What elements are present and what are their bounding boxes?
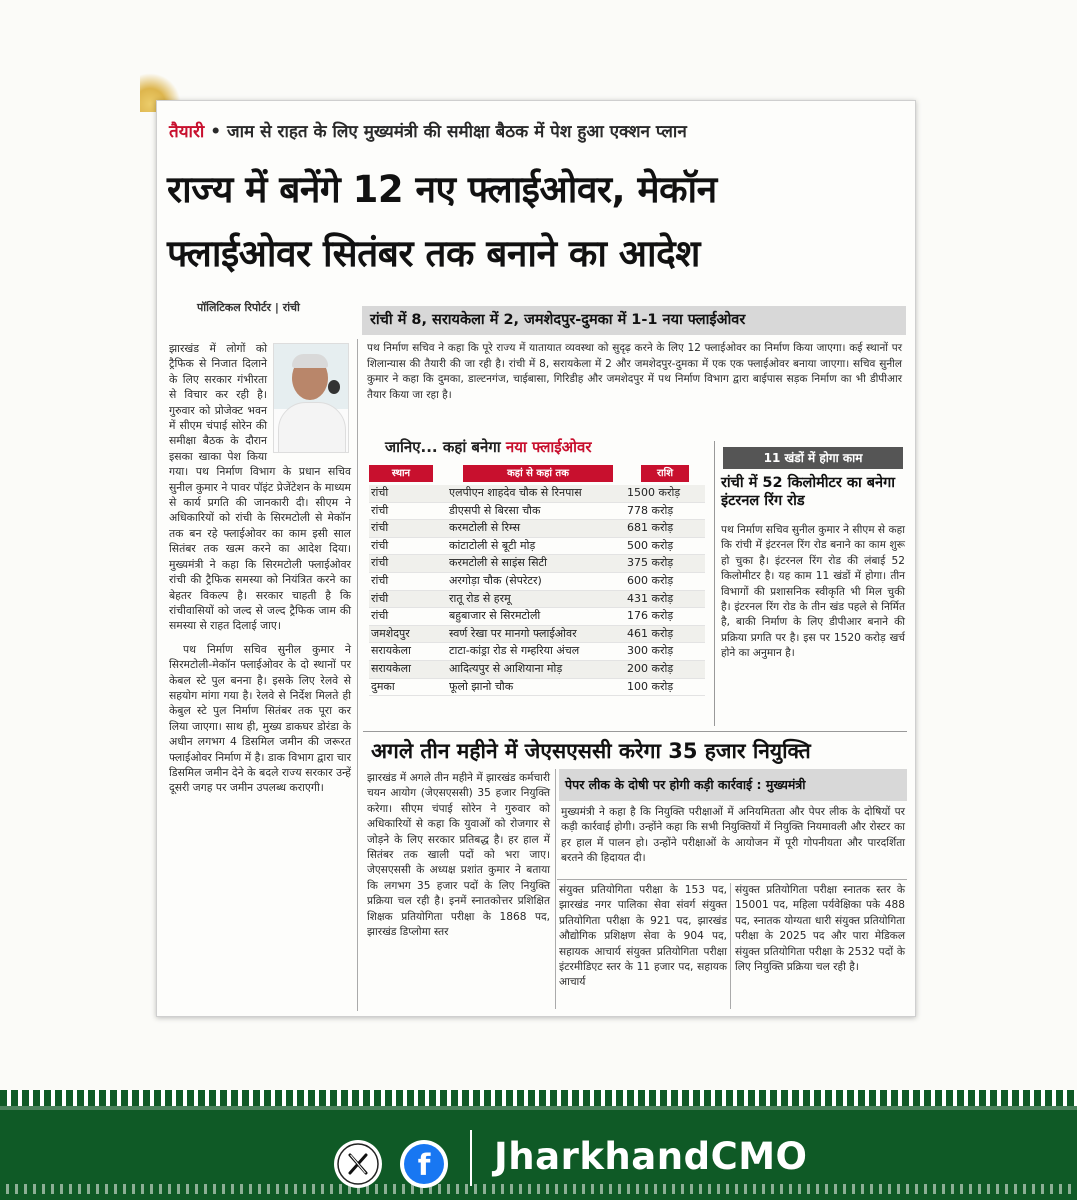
table-cell-place: रांची xyxy=(371,503,389,517)
jobs-column-1: झारखंड में अगले तीन महीने में झारखंड कर्मचारी चयन आयोग (जेएसएससी) 35 हजार नियुक्ति करेगा। सीएम चंपाई सोरेन ने गुरुवार को अधिकारियों से कहा कि युवाओं को रोजगार से जोड़ने के लिए सरकार प्रतिबद्ध है। हर हाल में सितंबर तक खाली पदों को भरा जाए। जेएसएससी के अध्यक्ष प्रशांत कुमार ने बताया कि लगभग 35 हजार पदों के लिए नियुक्ति प्रक्रिया चल रही है। इनमें स्नातकोत्तर प्रशिक्षित शिक्षक प्रतियोगिता परीक्षा के 1868 पद, झारखंड डिप्लोमा स्तर xyxy=(367,772,550,939)
table-cell-route: करमटोली से रिम्स xyxy=(449,521,521,535)
table-sidebox-divider xyxy=(714,441,715,726)
jobs-sub-divider xyxy=(557,879,907,880)
table-row xyxy=(369,591,705,609)
table-title-prefix: जानिए... कहां बनेगा xyxy=(385,438,501,456)
table-row xyxy=(369,608,705,626)
table-row xyxy=(369,679,705,697)
byline: पॉलिटिकल रिपोर्टर | रांची xyxy=(197,301,300,314)
facebook-icon[interactable] xyxy=(400,1140,448,1188)
table-cell-amount: 431 करोड़ xyxy=(627,591,674,605)
table-cell-amount: 500 करोड़ xyxy=(627,538,674,552)
jobs-column-3: संयुक्त प्रतियोगिता परीक्षा स्नातक स्तर के 15001 पद, महिला पर्यवेक्षिका पके 488 पद, स्नातक योग्यता धारी संयुक्त प्रतियोगिता परीक्षा के 2025 पद और पारा मेडिकल संयुक्त प्रतियोगिता परीक्षा के 2532 पदों के लिए नियुक्ति प्रक्रिया चल रही है। xyxy=(735,884,905,974)
subheading-bar: रांची में 8, सरायकेला में 2, जमशेदपुर-दुमका में 1-1 नया फ्लाईओवर xyxy=(362,306,906,335)
table-row xyxy=(369,573,705,591)
jobs-column-divider xyxy=(555,769,556,1009)
jobs-column-2: संयुक्त प्रतियोगिता परीक्षा के 153 पद, झारखंड नगर पालिका सेवा संवर्ग संयुक्त प्रतियोगिता परीक्षा के 921 पद, झारखंड औद्योगिक प्रशिक्षण सेवा के 904 पद, सहायक आचार्य संयुक्त प्रतियोगिता परीक्षा इंटरमीडिएट स्तर के 11 हजार पद, सहायक आचार्य xyxy=(559,884,727,989)
newspaper-clipping xyxy=(156,100,916,1017)
table-cell-place: रांची xyxy=(371,609,389,623)
table-row xyxy=(369,661,705,679)
table-cell-place: रांची xyxy=(371,556,389,570)
photo-hair xyxy=(292,354,328,368)
table-cell-amount: 600 करोड़ xyxy=(627,573,674,587)
left-column xyxy=(169,341,351,796)
table-cell-place: दुमका xyxy=(371,679,395,693)
table-cell-amount: 300 करोड़ xyxy=(627,644,674,658)
table-cell-place: रांची xyxy=(371,573,389,587)
table-row xyxy=(369,485,705,503)
table-cell-place: सरायकेला xyxy=(371,661,411,675)
x-icon[interactable] xyxy=(334,1140,382,1188)
headline-line-2: फ्लाईओवर सितंबर तक बनाने का आदेश xyxy=(167,232,700,275)
kicker-line xyxy=(169,119,909,142)
table-cell-amount: 200 करोड़ xyxy=(627,661,674,675)
jobs-headline: अगले तीन महीने में जेएसएससी करेगा 35 हजार नियुक्ति xyxy=(371,739,811,763)
kicker-text: • जाम से राहत के लिए मुख्यमंत्री की समीक्षा बैठक में पेश हुआ एक्शन प्लान xyxy=(210,122,687,142)
table-cell-route: फूलो झानो चौक xyxy=(449,679,514,693)
table-header-place: स्थान xyxy=(369,465,433,482)
ring-road-body: पथ निर्माण सचिव सुनील कुमार ने सीएम से कहा कि रांची में इंटरनल रिंग रोड बनाने का काम शुरू हो चुका है। इंटरनल रिंग रोड की लंबाई 52 किलोमीटर है। यह काम 11 खंडों में होगा। तीन विभागों की प्रशासनिक स्वीकृति भी मिल चुकी है। इंटरनल रिंग रोड के तीन खंड पहले से निर्मित है, बाकी निर्माण के लिए डीपीआर बनाने की प्रक्रिया प्रगति पर है। इस पर 1520 करोड़ खर्च होने का अनुमान है। xyxy=(721,524,905,660)
paper-leak-subheading: पेपर लीक के दोषी पर होगी कड़ी कार्रवाई : मुख्यमंत्री xyxy=(559,769,907,801)
left-column-paragraph-2: पथ निर्माण सचिव सुनील कुमार ने सिरमटोली-मेकॉन फ्लाईओवर के दो स्थानों पर केबल स्टे पुल बनना है। इसके लिए रेलवे से सहयोग मांगा गया है। रेलवे से निर्देश मिलते ही केबुल स्टे पुल निर्माण सितंबर तक पूरा कर लिया जाएगा। साथ ही, मुख्य डाकघर डोरंडा के अधीन लगभग 4 डिसमिल जमीन की जरूरत फ्लाईओवर निर्माण में है। डाक विभाग द्वारा चार डिसमिल जमीन देने के बदले राज्य सरकार उन्हें दूसरी जगह पर जमीन उपलब्ध कराएगी। xyxy=(169,642,351,795)
table-cell-route: बहुबाजार से सिरमटोली xyxy=(449,609,541,623)
paper-leak-body: मुख्यमंत्री ने कहा है कि नियुक्ति परीक्षाओं में अनियमितता और पेपर लीक के दोषियों पर कड़ी कार्रवाई होगी। उन्होंने कहा कि सभी नियुक्तियों में नियुक्ति नियमावली और रोस्टर का हर हाल में पालन हो। उन्होंने परीक्षाओं के आयोजन में पूरी गोपनीयता और पारदर्शिता बरतने की हिदायत दी। xyxy=(561,806,905,865)
table-cell-route: टाटा-कांड्रा रोड से गम्हरिया अंचल xyxy=(449,644,580,658)
table-row xyxy=(369,520,705,538)
table-body xyxy=(369,485,705,696)
table-cell-route: रातू रोड से हरमू xyxy=(449,591,511,605)
table-row xyxy=(369,643,705,661)
table-cell-route: आदित्यपुर से आशियाना मोड़ xyxy=(449,661,563,675)
table-cell-amount: 176 करोड़ xyxy=(627,609,674,623)
table-cell-amount: 778 करोड़ xyxy=(627,503,674,517)
microphone-icon xyxy=(328,380,340,394)
ring-road-title: रांची में 52 किलोमीटर का बनेगा इंटरनल रिंग रोड xyxy=(721,475,896,509)
table-cell-place: जमशेदपुर xyxy=(371,626,410,640)
table-cell-route: स्वर्ण रेखा पर मानगो फ्लाईओवर xyxy=(449,626,577,640)
jobs-column-divider-2 xyxy=(730,883,731,1009)
table-cell-place: रांची xyxy=(371,486,389,499)
intro-paragraph: पथ निर्माण सचिव ने कहा कि पूरे राज्य में यातायात व्यवस्था को सुदृढ़ करने के लिए 12 फ्लाईओवर का निर्माण किया जाएगा। कई स्थानों पर शिलान्यास की तैयारी की जा रही है। रांची में 8, सरायकेला में 2 और जमशेदपुर-दुमका में एक एक फ्लाईओवर बनाया जाएगा। सचिव सुनील कुमार ने कहा कि दुमका, डाल्टनगंज, चाईबासा, गिरिडीह और जमशेदपुर में पथ निर्माण विभाग द्वारा बाईपास सड़क निर्माण का भी डीपीआर तैयार किया जा रहा है। xyxy=(367,342,902,401)
table-cell-place: रांची xyxy=(371,591,389,605)
footer-pattern xyxy=(0,1090,1077,1106)
section-divider xyxy=(363,731,907,732)
table-cell-route: करमटोली से साइंस सिटी xyxy=(449,556,547,570)
ring-road-tag: 11 खंडों में होगा काम xyxy=(723,447,903,469)
table-cell-place: रांची xyxy=(371,521,389,535)
social-handle[interactable]: JharkhandCMO xyxy=(494,1135,808,1178)
table-cell-route: डीएसपी से बिरसा चौक xyxy=(449,503,541,517)
table-row xyxy=(369,503,705,521)
table-cell-amount: 461 करोड़ xyxy=(627,626,674,640)
photo-shirt xyxy=(278,402,346,453)
left-column-paragraph-1: झारखंड में लोगों को ट्रैफिक से निजात दिलाने के लिए सरकार गंभीरता से विचार कर रही है। गुरुवार को प्रोजेक्ट भवन में सीएम चंपाई सोरेन की समीक्षा बैठक के दौरान इसका खाका पेश किया गया। पथ निर्माण विभाग के प्रधान सचिव सुनील कुमार ने पावर पॉइंट प्रेजेंटेशन के माध्यम से कार्य प्रगति की जानकारी दी। सीएम ने अधिकारियों को रांची के सिरमटोली से मेकॉन तक बन रहे फ्लाईओवर का काम इसी साल सितंबर तक खत्म करने का आदेश दिया। मुख्यमंत्री ने कहा कि सिरमटोली फ्लाईओवर रांची की ट्रैफिक समस्या को नियंत्रित करने का बेहतर विकल्प है। सरकार चाहती है कि रांचीवासियों को जल्द से जल्द ट्रैफिक जाम की समस्या से राहत दिलाई जाए। xyxy=(169,342,351,633)
headline-line-1: राज्य में बनेंगे 12 नए फ्लाईओवर, मेकॉन xyxy=(167,168,717,211)
table-cell-amount: 100 करोड़ xyxy=(627,679,674,693)
column-divider xyxy=(357,339,358,1011)
flyover-table-title xyxy=(385,437,591,457)
table-cell-route: कांटाटोली से बूटी मोड़ xyxy=(449,538,536,552)
table-cell-route: एलपीएन शाहदेव चौक से रिनपास xyxy=(449,486,582,499)
table-header-route: कहां से कहां तक xyxy=(463,465,613,482)
table-header xyxy=(369,465,705,483)
table-row xyxy=(369,626,705,644)
footer-pattern-line xyxy=(0,1106,1077,1110)
chief-minister-photo xyxy=(273,343,349,453)
table-cell-place: सरायकेला xyxy=(371,644,411,658)
table-row xyxy=(369,538,705,556)
table-cell-route: अरगोड़ा चौक (सेपरेटर) xyxy=(449,573,542,587)
table-cell-amount: 681 करोड़ xyxy=(627,521,674,535)
table-cell-amount: 375 करोड़ xyxy=(627,556,674,570)
footer-divider xyxy=(470,1130,472,1186)
kicker-tag: तैयारी xyxy=(169,122,205,142)
table-cell-amount: 1500 करोड़ xyxy=(627,486,681,499)
table-title-accent: नया फ्लाईओवर xyxy=(505,438,592,456)
table-row xyxy=(369,555,705,573)
footer-bottom-pattern xyxy=(0,1184,1077,1194)
table-header-amount: राशि xyxy=(641,465,689,482)
table-cell-place: रांची xyxy=(371,538,389,552)
facebook-glyph: f xyxy=(404,1144,444,1184)
